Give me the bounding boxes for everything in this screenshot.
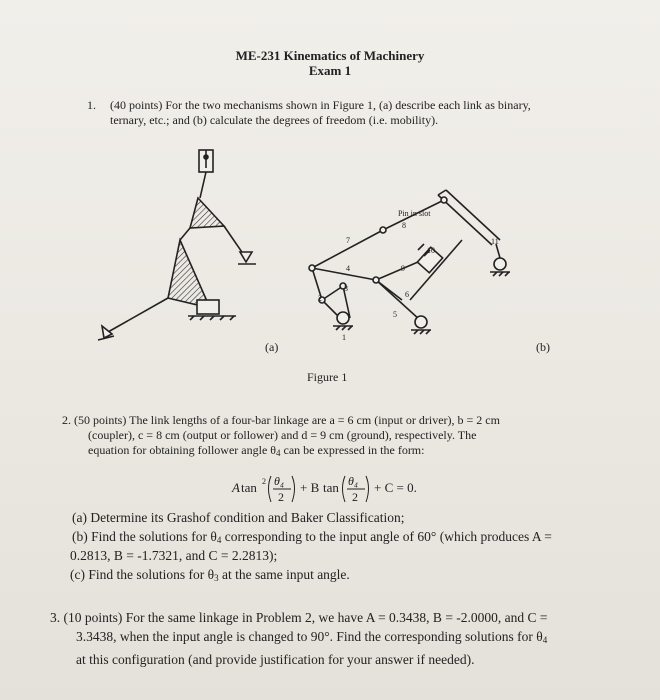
q2-part-b: (b) Find the solutions for $\theta_4$ corresponding to the input angle of 60° (which produces A = (72, 529, 552, 545)
link-label-9: 9 (401, 264, 405, 273)
question-3-line-2: 3.3438, when the input angle is changed to 90°. Find the corresponding solutions for $\theta_4$ (76, 629, 548, 645)
eq-tan1: tan (241, 480, 257, 495)
question-3-line-3: at this configuration (and provide justification for your answer if needed). (76, 652, 475, 667)
link-label-8: 8 (402, 221, 406, 230)
eq-tail: + C = 0. (374, 480, 417, 495)
question-1-number: 1. (87, 98, 96, 112)
question-2-line-2: (coupler), c = 8 cm (output or follower) and d = 9 cm (ground), respectively. The (88, 428, 477, 442)
question-1-line-1: (40 points) For the two mechanisms shown in Figure 1, (a) describe each link as binary, (110, 98, 531, 112)
equation (0, 468, 660, 508)
eq-plus-B: + B (300, 480, 320, 495)
eq-denominator-2: 2 (352, 490, 358, 504)
question-1-line-2: ternary, etc.; and (b) calculate the degrees of freedom (i.e. mobility). (110, 113, 439, 127)
eq-tan2: tan (323, 480, 339, 495)
eq-power: 2 (262, 477, 266, 486)
question-2-line-1: 2. (50 points) The link lengths of a four-bar linkage are a = 6 cm (input or driver), b = 2 cm (62, 413, 500, 427)
question-3 (50, 608, 640, 669)
link-label-11: 11 (491, 237, 499, 246)
question-2 (62, 413, 632, 461)
mechanism-a (98, 150, 256, 340)
eq-A: A (232, 480, 240, 495)
figure-label-b: (b) (536, 340, 550, 354)
link-label-7: 7 (346, 236, 350, 245)
link-label-2: 2 (318, 294, 322, 303)
link-label-1: 1 (342, 333, 346, 342)
link-label-10: 10 (427, 246, 435, 255)
figure-label-a: (a) (265, 340, 279, 354)
q2-part-b-values: 0.2813, B = -1.7321, and C = 2.2813); (70, 548, 278, 563)
exam-title: Exam 1 (308, 63, 352, 78)
slot-label: Pin in slot (398, 209, 431, 218)
link-label-3: 3 (344, 284, 348, 293)
q2-part-a: (a) Determine its Grashof condition and Baker Classification; (72, 510, 405, 525)
figure-caption: Figure 1 (307, 370, 348, 384)
question-2-line-3: equation for obtaining follower angle $\theta_4$ can be expressed in the form: (88, 443, 425, 458)
eq-theta-1: θ₄ (274, 474, 285, 488)
eq-denominator-1: 2 (278, 490, 284, 504)
q2-part-c: (c) Find the solutions for $\theta_3$ at the same input angle. (70, 567, 350, 583)
link-label-6: 6 (405, 290, 409, 299)
course-title: ME-231 Kinematics of Machinery (235, 48, 425, 63)
eq-theta-2: θ₄ (348, 474, 359, 488)
link-label-5: 5 (393, 310, 397, 319)
link-label-4: 4 (346, 264, 350, 273)
question-3-line-1: 3. (10 points) For the same linkage in Problem 2, we have A = 0.3438, B = -2.0000, and C = (50, 610, 548, 625)
